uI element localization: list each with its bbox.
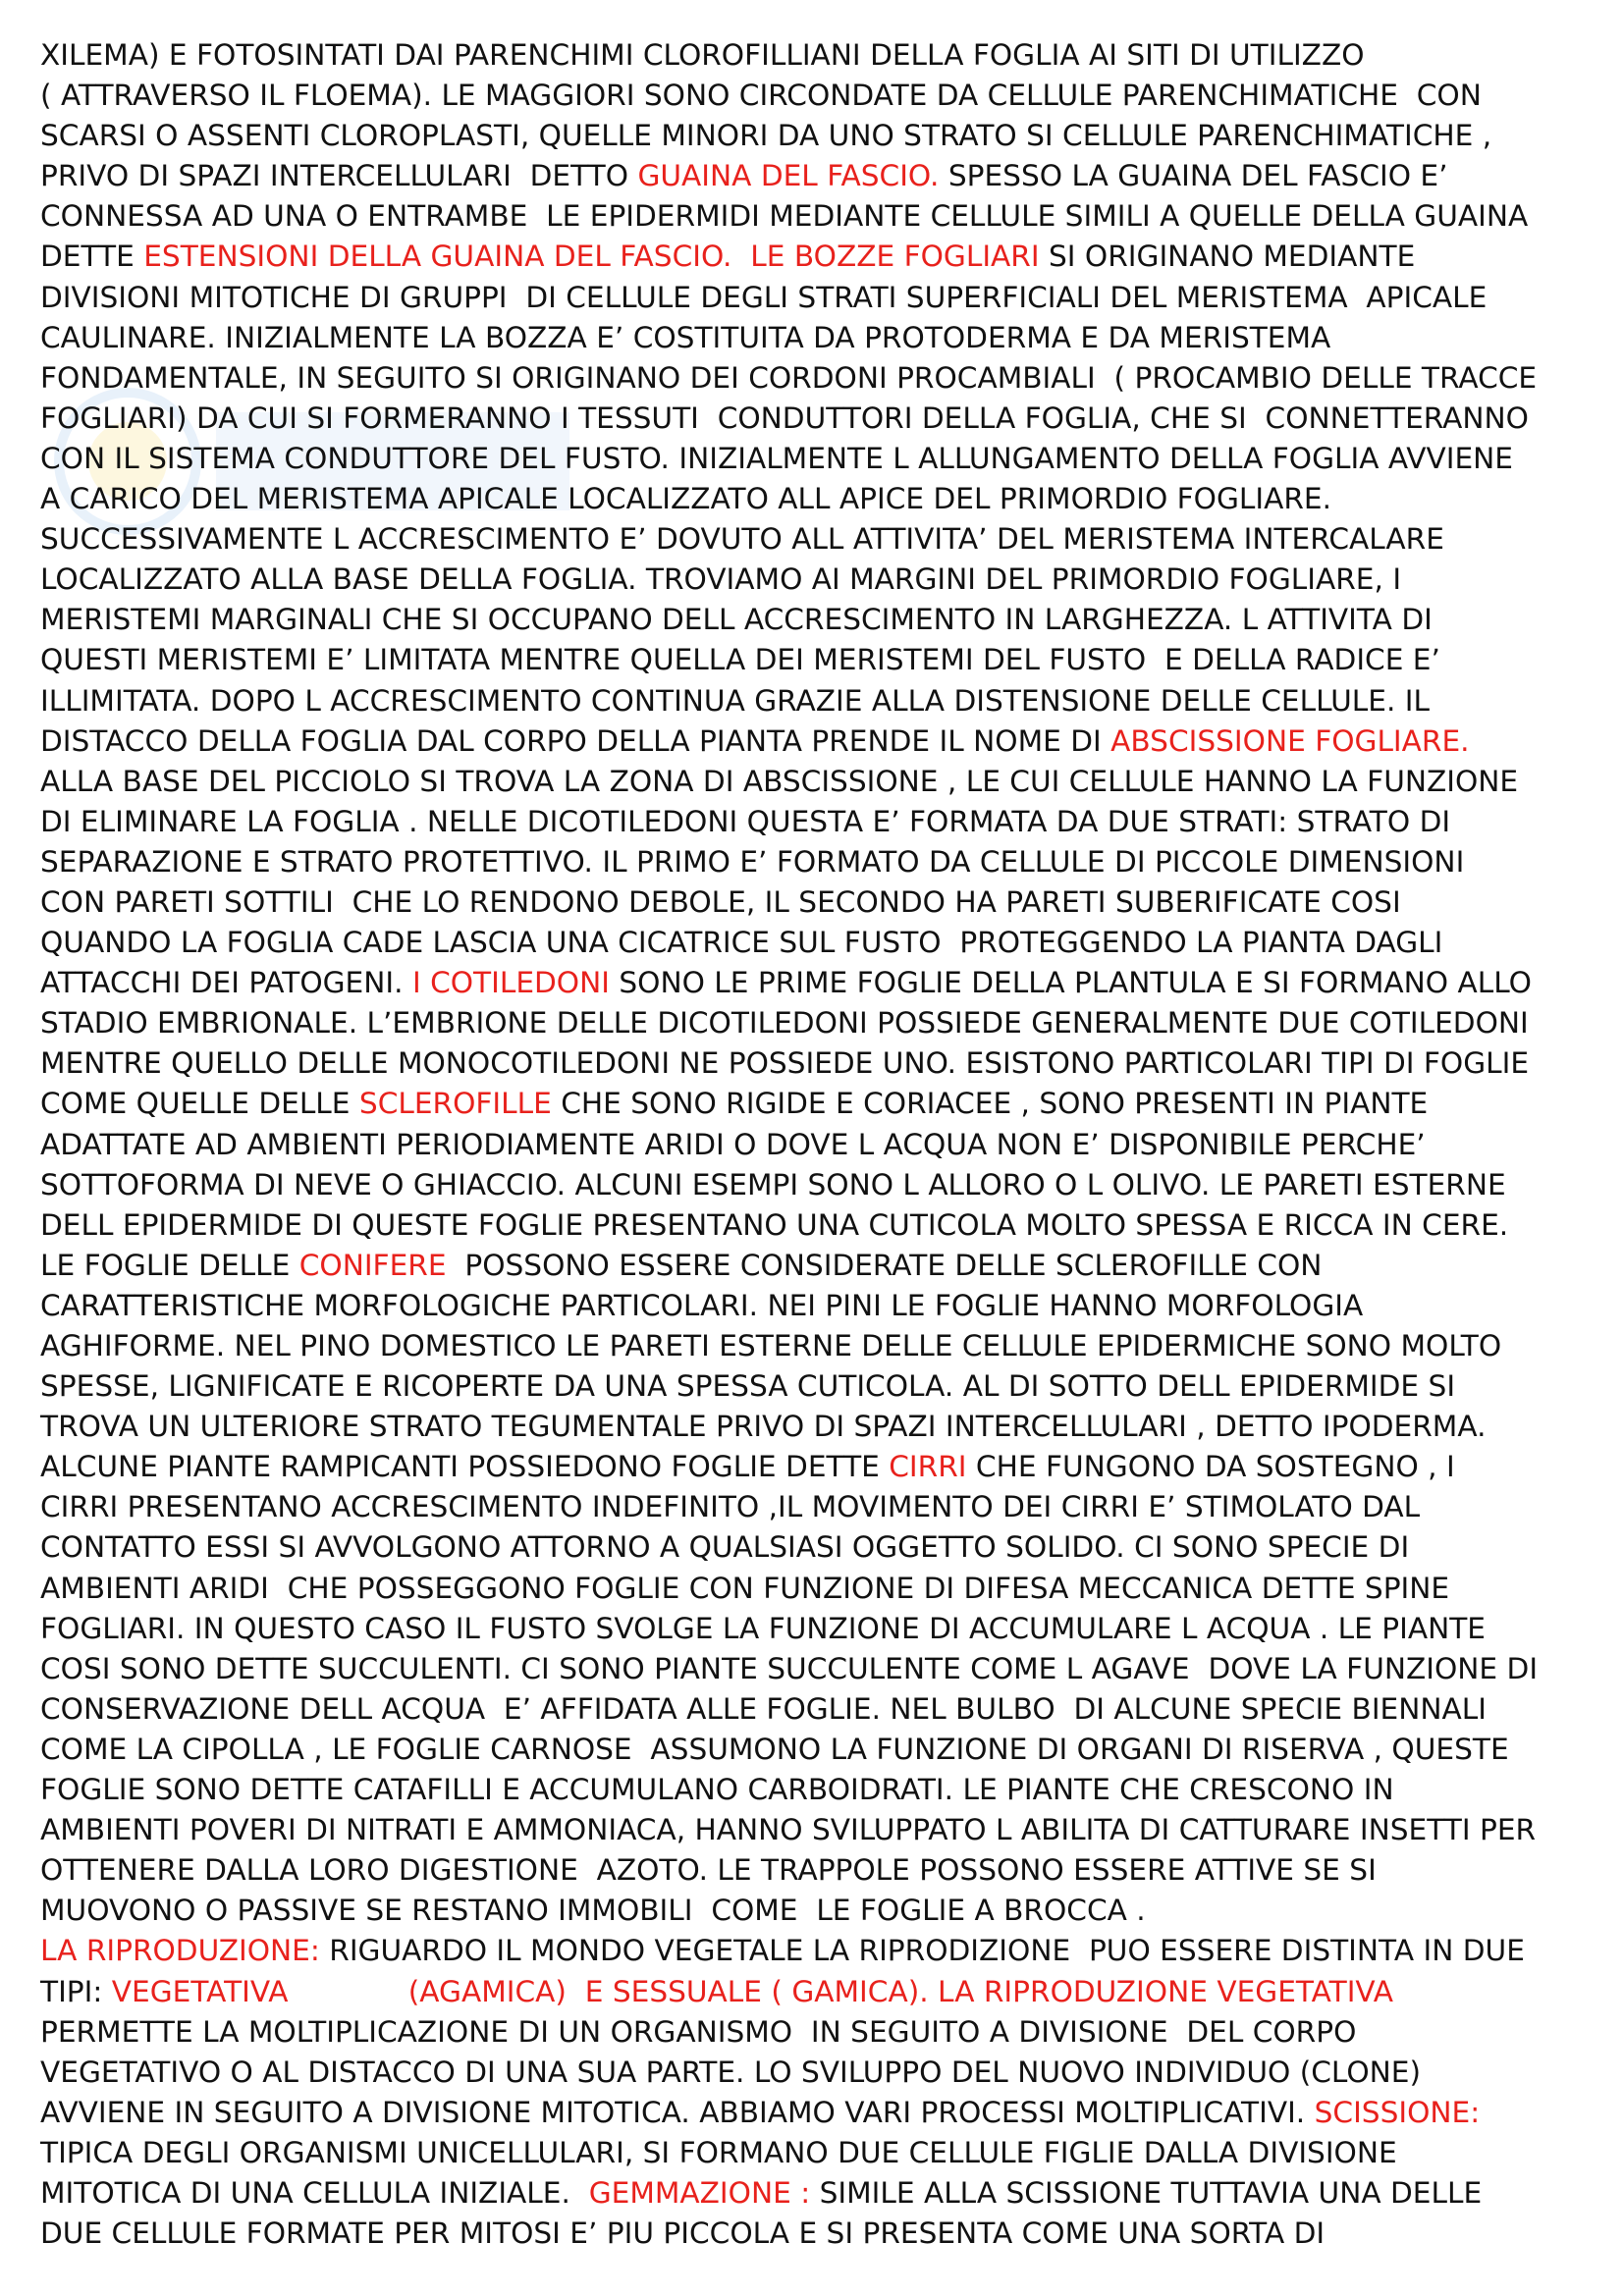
text-line	[40, 1810, 1592, 1850]
text-line	[40, 1972, 1592, 2012]
text-line	[40, 196, 1592, 237]
text-line	[40, 600, 1592, 640]
text-line	[40, 882, 1592, 923]
text-segment: RIGUARDO IL MONDO VEGETALE LA RIPRODIZIONE PUO ESSERE DISTINTA IN DUE	[319, 1934, 1525, 1968]
text-line	[40, 1527, 1592, 1568]
text-line	[40, 842, 1592, 882]
text-segment: FOGLIARI. IN QUESTO CASO IL FUSTO SVOLGE LA FUNZIONE DI ACCUMULARE L ACQUA . LE PIANTE	[40, 1611, 1486, 1645]
text-segment: FOGLIARI) DA CUI SI FORMERANNO I TESSUTI CONDUTTORI DELLA FOGLIA, CHE SI CONNETTERANNO	[40, 400, 1529, 435]
text-segment: SCARSI O ASSENTI CLOROPLASTI, QUELLE MINORI DA UNO STRATO SI CELLULE PARENCHIMATICHE ,	[40, 119, 1492, 153]
text-line	[40, 479, 1592, 519]
text-segment: DUE CELLULE FORMATE PER MITOSI E’ PIU PICCOLA E SI PRESENTA COME UNA SORTA DI	[40, 2216, 1325, 2251]
text-segment: LE FOGLIE DELLE	[40, 1248, 299, 1282]
text-segment: MITOTICA DI UNA CELLULA INIZIALE.	[40, 2175, 589, 2210]
text-line	[40, 358, 1592, 399]
text-segment: CARATTERISTICHE MORFOLOGICHE PARTICOLARI. NEI PINI LE FOGLIE HANNO MORFOLOGIA	[40, 1288, 1364, 1322]
text-segment: COME LA CIPOLLA , LE FOGLIE CARNOSE ASSUMONO LA FUNZIONE DI ORGANI DI RISERVA , QUESTE	[40, 1732, 1509, 1766]
text-segment: AMBIENTI POVERI DI NITRATI E AMMONIACA, HANNO SVILUPPATO L ABILITA DI CATTURARE INSETTI PER	[40, 1813, 1537, 1847]
text-segment: CONSERVAZIONE DELL ACQUA E’ AFFIDATA ALLE FOGLIE. NEL BULBO DI ALCUNE SPECIE BIENNALI	[40, 1691, 1487, 1726]
text-segment: PERMETTE LA MOLTIPLICAZIONE DI UN ORGANISMO IN SEGUITO A DIVISIONE DEL CORPO	[40, 2014, 1357, 2049]
text-line	[40, 1125, 1592, 1165]
text-segment: QUANDO LA FOGLIA CADE LASCIA UNA CICATRICE SUL FUSTO PROTEGGENDO LA PIANTA DAGLI	[40, 926, 1443, 960]
text-line	[40, 1487, 1592, 1527]
text-line	[40, 1891, 1592, 1931]
text-segment: DELL EPIDERMIDE DI QUESTE FOGLIE PRESENTANO UNA CUTICOLA MOLTO SPESSA E RICCA IN CERE.	[40, 1207, 1509, 1242]
text-segment: CONNESSA AD UNA O ENTRAMBE LE EPIDERMIDI MEDIANTE CELLULE SIMILI A QUELLE DELLA GUAINA	[40, 199, 1529, 234]
text-line	[40, 762, 1592, 802]
highlighted-term: SCLEROFILLE	[358, 1087, 552, 1121]
text-segment: A CARICO DEL MERISTEMA APICALE LOCALIZZATO ALL APICE DEL PRIMORDIO FOGLIARE.	[40, 482, 1332, 516]
text-segment: DIVISIONI MITOTICHE DI GRUPPI DI CELLULE DEGLI STRATI SUPERFICIALI DEL MERISTEMA APICALE	[40, 280, 1488, 314]
text-segment: FOGLIE SONO DETTE CATAFILLI E ACCUMULANO CARBOIDRATI. LE PIANTE CHE CRESCONO IN	[40, 1773, 1394, 1807]
text-segment: COSI SONO DETTE SUCCULENTI. CI SONO PIANTE SUCCULENTE COME L AGAVE DOVE LA FUNZIONE DI	[40, 1651, 1539, 1685]
text-line	[40, 1850, 1592, 1891]
text-segment: OTTENERE DALLA LORO DIGESTIONE AZOTO. LE TRAPPOLE POSSONO ESSERE ATTIVE SE SI	[40, 1853, 1377, 1888]
text-line	[40, 1003, 1592, 1043]
highlighted-term: GUAINA DEL FASCIO.	[637, 159, 940, 193]
text-line	[40, 923, 1592, 963]
text-line	[40, 2173, 1592, 2214]
text-segment: CAULINARE. INIZIALMENTE LA BOZZA E’ COSTITUITA DA PROTODERMA E DA MERISTEMA	[40, 320, 1331, 354]
text-segment: SIMILE ALLA SCISSIONE TUTTAVIA UNA DELLE	[810, 2175, 1483, 2210]
text-line	[40, 2093, 1592, 2133]
text-line	[40, 76, 1592, 116]
text-segment: SEPARAZIONE E STRATO PROTETTIVO. IL PRIMO E’ FORMATO DA CELLULE DI PICCOLE DIMENSIONI	[40, 844, 1465, 879]
text-line	[40, 681, 1592, 721]
text-segment: ATTACCHI DEI PATOGENI.	[40, 966, 412, 1000]
text-segment: FONDAMENTALE, IN SEGUITO SI ORIGINANO DEI CORDONI PROCAMBIALI ( PROCAMBIO DELLE TRACCE	[40, 360, 1538, 395]
text-segment: CHE SONO RIGIDE E CORIACEE , SONO PRESENTI IN PIANTE	[551, 1087, 1429, 1121]
text-line	[40, 519, 1592, 560]
highlighted-term: CONIFERE	[298, 1248, 447, 1282]
highlighted-term: CIRRI	[889, 1450, 967, 1484]
text-segment: AGHIFORME. NEL PINO DOMESTICO LE PARETI ESTERNE DELLE CELLULE EPIDERMICHE SONO MOLTO	[40, 1329, 1502, 1362]
text-segment: POSSONO ESSERE CONSIDERATE DELLE SCLEROFILLE CON	[446, 1248, 1323, 1282]
document-body	[40, 35, 1592, 2254]
text-segment: DISTACCO DELLA FOGLIA DAL CORPO DELLA PIANTA PRENDE IL NOME DI	[40, 723, 1111, 758]
text-line	[40, 1366, 1592, 1407]
text-segment: TIPI:	[40, 1974, 112, 2008]
highlighted-term: VEGETATIVA (AGAMICA) E SESSUALE ( GAMICA). LA RIPRODUZIONE VEGETATIVA	[111, 1974, 1394, 2008]
text-segment: ( ATTRAVERSO IL FLOEMA). LE MAGGIORI SONO CIRCONDATE DA CELLULE PARENCHIMATICHE CON	[40, 79, 1482, 113]
text-segment: ILLIMITATA. DOPO L ACCRESCIMENTO CONTINUA GRAZIE ALLA DISTENSIONE DELLE CELLULE. IL	[40, 683, 1431, 718]
text-segment: DETTE	[40, 240, 144, 274]
text-segment: SPESSE, LIGNIFICATE E RICOPERTE DA UNA SPESSA CUTICOLA. AL DI SOTTO DELL EPIDERMIDE SI	[40, 1369, 1456, 1404]
text-segment: MUOVONO O PASSIVE SE RESTANO IMMOBILI COME LE FOGLIE A BROCCA .	[40, 1894, 1146, 1928]
text-segment: ALCUNE PIANTE RAMPICANTI POSSIEDONO FOGLIE DETTE	[40, 1450, 890, 1484]
text-line	[40, 1043, 1592, 1084]
text-line	[40, 1205, 1592, 1246]
text-line	[40, 116, 1592, 156]
text-line	[40, 2214, 1592, 2254]
text-line	[40, 318, 1592, 358]
text-line	[40, 35, 1592, 76]
text-segment: VEGETATIVO O AL DISTACCO DI UNA SUA PARTE. LO SVILUPPO DEL NUOVO INDIVIDUO (CLONE)	[40, 2055, 1422, 2089]
text-line	[40, 802, 1592, 842]
highlighted-term: ABSCISSIONE FOGLIARE.	[1110, 723, 1470, 758]
text-line	[40, 560, 1592, 600]
text-line	[40, 1407, 1592, 1447]
text-line	[40, 1326, 1592, 1366]
highlighted-term: GEMMAZIONE :	[588, 2175, 811, 2210]
text-line	[40, 2133, 1592, 2173]
text-segment: ALLA BASE DEL PICCIOLO SI TROVA LA ZONA DI ABSCISSIONE , LE CUI CELLULE HANNO LA FUNZIONE	[40, 764, 1519, 798]
text-line	[40, 1286, 1592, 1326]
text-line	[40, 1246, 1592, 1286]
text-segment: SI ORIGINANO MEDIANTE	[1039, 240, 1416, 274]
text-line	[40, 1689, 1592, 1730]
text-line	[40, 721, 1592, 762]
text-line	[40, 1931, 1592, 1971]
text-segment: TROVA UN ULTERIORE STRATO TEGUMENTALE PRIVO DI SPAZI INTERCELLULARI , DETTO IPODERMA.	[40, 1410, 1487, 1444]
text-segment: TIPICA DEGLI ORGANISMI UNICELLULARI, SI FORMANO DUE CELLULE FIGLIE DALLA DIVISIONE	[40, 2135, 1397, 2169]
text-line	[40, 237, 1592, 277]
text-segment: PRIVO DI SPAZI INTERCELLULARI DETTO	[40, 159, 638, 193]
highlighted-term: LA RIPRODUZIONE:	[40, 1934, 320, 1968]
highlighted-term: I COTILEDONI	[411, 966, 610, 1000]
text-segment: MERISTEMI MARGINALI CHE SI OCCUPANO DELL ACCRESCIMENTO IN LARGHEZZA. L ATTIVITA DI	[40, 603, 1433, 637]
text-line	[40, 1609, 1592, 1649]
text-line	[40, 640, 1592, 680]
text-line	[40, 278, 1592, 318]
text-segment: CHE FUNGONO DA SOSTEGNO , I	[966, 1450, 1455, 1484]
text-line	[40, 1165, 1592, 1205]
text-segment: STADIO EMBRIONALE. L’EMBRIONE DELLE DICOTILEDONI POSSIEDE GENERALMENTE DUE COTILEDONI	[40, 1006, 1529, 1041]
text-segment: ADATTATE AD AMBIENTI PERIODIAMENTE ARIDI O DOVE L ACQUA NON E’ DISPONIBILE PERCHE’	[40, 1127, 1426, 1161]
text-segment: DI ELIMINARE LA FOGLIA . NELLE DICOTILEDONI QUESTA E’ FORMATA DA DUE STRATI: STRATO DI	[40, 804, 1451, 838]
highlighted-term: SCISSIONE:	[1314, 2095, 1481, 2129]
text-segment: CONTATTO ESSI SI AVVOLGONO ATTORNO A QUALSIASI OGGETTO SOLIDO. CI SONO SPECIE DI	[40, 1530, 1410, 1565]
text-line	[40, 1084, 1592, 1124]
text-line	[40, 1770, 1592, 1810]
text-segment: MENTRE QUELLO DELLE MONOCOTILEDONI NE POSSIEDE UNO. ESISTONO PARTICOLARI TIPI DI FOGLIE	[40, 1046, 1530, 1081]
text-segment: CON IL SISTEMA CONDUTTORE DEL FUSTO. INIZIALMENTE L ALLUNGAMENTO DELLA FOGLIA AVVIENE	[40, 441, 1514, 475]
highlighted-term: ESTENSIONI DELLA GUAINA DEL FASCIO. LE BOZZE FOGLIARI	[143, 240, 1040, 274]
text-segment: CON PARETI SOTTILI CHE LO RENDONO DEBOLE, IL SECONDO HA PARETI SUBERIFICATE COSI	[40, 884, 1401, 919]
text-line	[40, 1730, 1592, 1770]
text-line	[40, 2053, 1592, 2093]
text-segment: LOCALIZZATO ALLA BASE DELLA FOGLIA. TROVIAMO AI MARGINI DEL PRIMORDIO FOGLIARE, I	[40, 562, 1402, 597]
text-line	[40, 1569, 1592, 1609]
text-segment: SONO LE PRIME FOGLIE DELLA PLANTULA E SI FORMANO ALLO	[609, 966, 1532, 1000]
text-segment: COME QUELLE DELLE	[40, 1087, 359, 1121]
text-segment: AMBIENTI ARIDI CHE POSSEGGONO FOGLIE CON FUNZIONE DI DIFESA MECCANICA DETTE SPINE	[40, 1571, 1450, 1605]
text-line	[40, 2012, 1592, 2053]
text-segment: SUCCESSIVAMENTE L ACCRESCIMENTO E’ DOVUTO ALL ATTIVITA’ DEL MERISTEMA INTERCALARE	[40, 522, 1444, 557]
text-segment: XILEMA) E FOTOSINTATI DAI PARENCHIMI CLOROFILLIANI DELLA FOGLIA AI SITI DI UTILIZZO	[40, 38, 1365, 72]
text-line	[40, 399, 1592, 439]
text-segment: SPESSO LA GUAINA DEL FASCIO E’	[939, 159, 1448, 193]
text-line	[40, 439, 1592, 479]
text-line	[40, 1649, 1592, 1689]
text-line	[40, 1447, 1592, 1487]
text-line	[40, 156, 1592, 196]
text-segment: CIRRI PRESENTANO ACCRESCIMENTO INDEFINITO ,IL MOVIMENTO DEI CIRRI E’ STIMOLATO DAL	[40, 1490, 1421, 1524]
text-segment: QUESTI MERISTEMI E’ LIMITATA MENTRE QUELLA DEI MERISTEMI DEL FUSTO E DELLA RADICE E’	[40, 643, 1440, 677]
text-segment: SOTTOFORMA DI NEVE O GHIACCIO. ALCUNI ESEMPI SONO L ALLORO O L OLIVO. LE PARETI ESTERNE	[40, 1167, 1506, 1201]
text-segment: AVVIENE IN SEGUITO A DIVISIONE MITOTICA. ABBIAMO VARI PROCESSI MOLTIPLICATIVI.	[40, 2095, 1315, 2129]
text-line	[40, 963, 1592, 1003]
